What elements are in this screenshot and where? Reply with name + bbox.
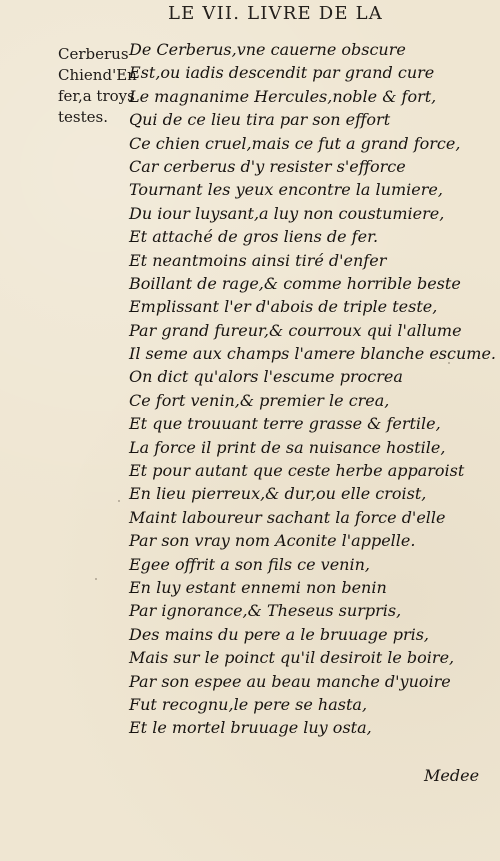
- verse-line: Ce chien cruel,mais ce fut a grand force,: [129, 133, 461, 153]
- verse-line: Par son vray nom Aconite l'appelle.: [129, 531, 416, 551]
- verse-block: [129, 38, 496, 740]
- verse-line: Le magnanime Hercules,noble & fort,: [129, 86, 437, 106]
- verse-line: Mais sur le poinct qu'il desiroit le boire,: [129, 648, 455, 668]
- verse-line: Emplissant l'er d'abois de triple teste,: [129, 297, 438, 317]
- verse-line: Fut recognu,le pere se hasta,: [129, 694, 368, 714]
- verse-line: Car cerberus d'y resister s'efforce: [129, 156, 406, 176]
- verse-line: Du iour luysant,a luy non coustumiere,: [129, 203, 445, 223]
- running-head: LE VII. LIVRE DE LA: [168, 3, 383, 24]
- margin-note-line: Cerberus: [58, 45, 129, 63]
- margin-note-line: Chiend'En: [58, 66, 137, 84]
- verse-line: On dict qu'alors l'escume procrea: [129, 367, 403, 387]
- margin-note-line: fer,a troys: [58, 87, 135, 105]
- verse-line: Et neantmoins ainsi tiré d'enfer: [129, 250, 387, 270]
- verse-line: Est,ou iadis descendit par grand cure: [129, 63, 435, 83]
- verse-line: Des mains du pere a le bruuage pris,: [129, 624, 430, 644]
- verse-line: Par grand fureur,& courroux qui l'allume: [129, 320, 462, 340]
- verse-line: En luy estant ennemi non benin: [129, 577, 387, 597]
- verse-line: Qui de ce lieu tira par son effort: [129, 110, 391, 130]
- margin-note: [58, 44, 137, 128]
- verse-line: Ce fort venin,& premier le crea,: [129, 390, 390, 410]
- paper-speck: [448, 362, 450, 364]
- margin-note-line: testes.: [58, 108, 108, 126]
- verse-line: Et le mortel bruuage luy osta,: [129, 718, 372, 738]
- verse-line: Et pour autant que ceste herbe apparoist: [129, 461, 465, 481]
- paper-speck: [118, 500, 120, 502]
- verse-line: Par ignorance,& Theseus surpris,: [129, 601, 402, 621]
- verse-line: Egee offrit a son fils ce venin,: [129, 554, 370, 574]
- verse-line: La force il print de sa nuisance hostile,: [129, 437, 446, 457]
- verse-line: Boillant de rage,& comme horrible beste: [129, 273, 461, 293]
- verse-line: Et attaché de gros liens de fer.: [129, 227, 379, 247]
- paper-speck: [95, 578, 97, 580]
- verse-line: Par son espee au beau manche d'yuoire: [129, 671, 451, 691]
- verse-line: Il seme aux champs l'amere blanche escume.: [129, 344, 496, 364]
- verse-line: Tournant les yeux encontre la lumiere,: [129, 180, 443, 200]
- verse-line: De Cerberus,vne cauerne obscure: [129, 40, 406, 59]
- verse-line: Et que trouuant terre grasse & fertile,: [129, 414, 441, 434]
- verse-line: Maint laboureur sachant la force d'elle: [129, 507, 446, 527]
- verse-line: En lieu pierreux,& dur,ou elle croist,: [129, 484, 427, 504]
- catchword: Medee: [424, 766, 480, 785]
